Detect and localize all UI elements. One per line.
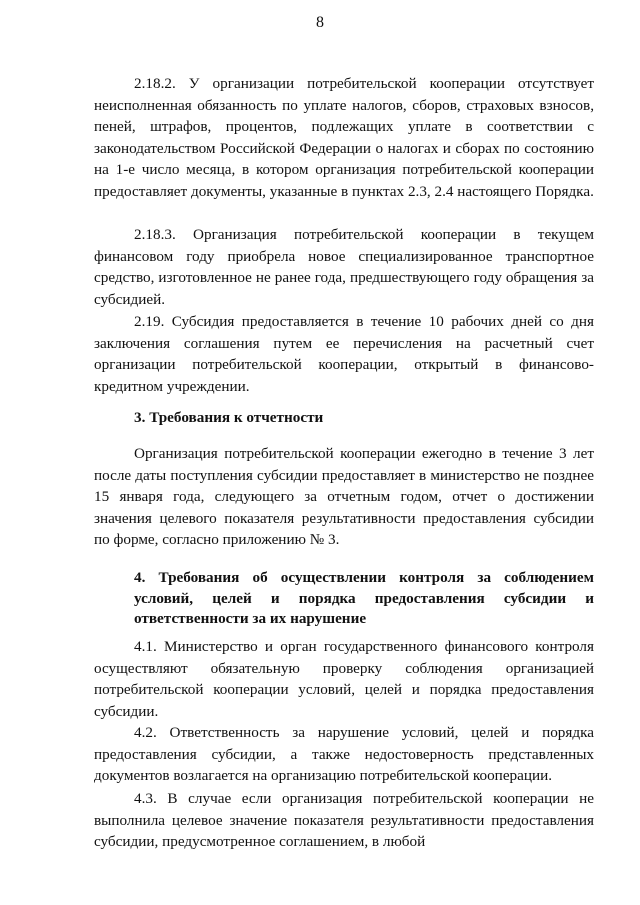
- paragraph-2-18-3: 2.18.3. Организация потребительской кооперации в текущем финансовом году приобрела новое специализированное транспортное средство, изготовленное не ранее года, предшествующего году обращения за субсидией.: [94, 226, 594, 308]
- paragraph-4-2: 4.2. Ответственность за нарушение условий, целей и порядка предоставления субсидии, а также недостоверность представленных документов возлагается на организацию потребительской кооперации.: [94, 724, 594, 784]
- section-3-heading: 3. Требования к отчетности: [134, 409, 324, 426]
- paragraph-2-19: 2.19. Субсидия предоставляется в течение 10 рабочих дней со дня заключения соглашения путем ее перечисления на расчетный счет организации потребительской кооперации, открытый в финансово-кредитном учреждении.: [94, 313, 594, 395]
- paragraph-4-3: 4.3. В случае если организация потребительской кооперации не выполнила целевое значение показателя результативности предоставления субсидии, предусмотренное соглашением, в любой: [94, 790, 594, 850]
- paragraph-2-18-2: 2.18.2. У организации потребительской кооперации отсутствует неисполненная обязанность по уплате налогов, сборов, страховых взносов, пеней, штрафов, процентов, подлежащих уплате в соответствии с законодательством Российской Федерации о налогах и сборах по состоянию на 1-е число месяца, в котором организация потребительской кооперации предоставляет документы, указанные в пунктах 2.3, 2.4 настоящего Порядка.: [94, 75, 594, 200]
- section-4-heading: 4. Требования об осуществлении контроля за соблюдением условий, целей и порядка предоставления субсидии и ответственности за их нарушение: [134, 569, 594, 627]
- section-3-body: Организация потребительской кооперации ежегодно в течение 3 лет после даты поступления субсидии предоставляет в министерство не позднее 15 января года, следующего за отчетным годом, отчет о достижении значения целевого показателя результативности предоставления субсидии по форме, согласно приложению № 3.: [94, 445, 594, 548]
- paragraph-4-1: 4.1. Министерство и орган государственного финансового контроля осуществляют обязательную проверку соблюдения организацией потребительской кооперации условий, целей и порядка предоставления субсидии.: [94, 638, 594, 720]
- page-number: 8: [316, 14, 324, 31]
